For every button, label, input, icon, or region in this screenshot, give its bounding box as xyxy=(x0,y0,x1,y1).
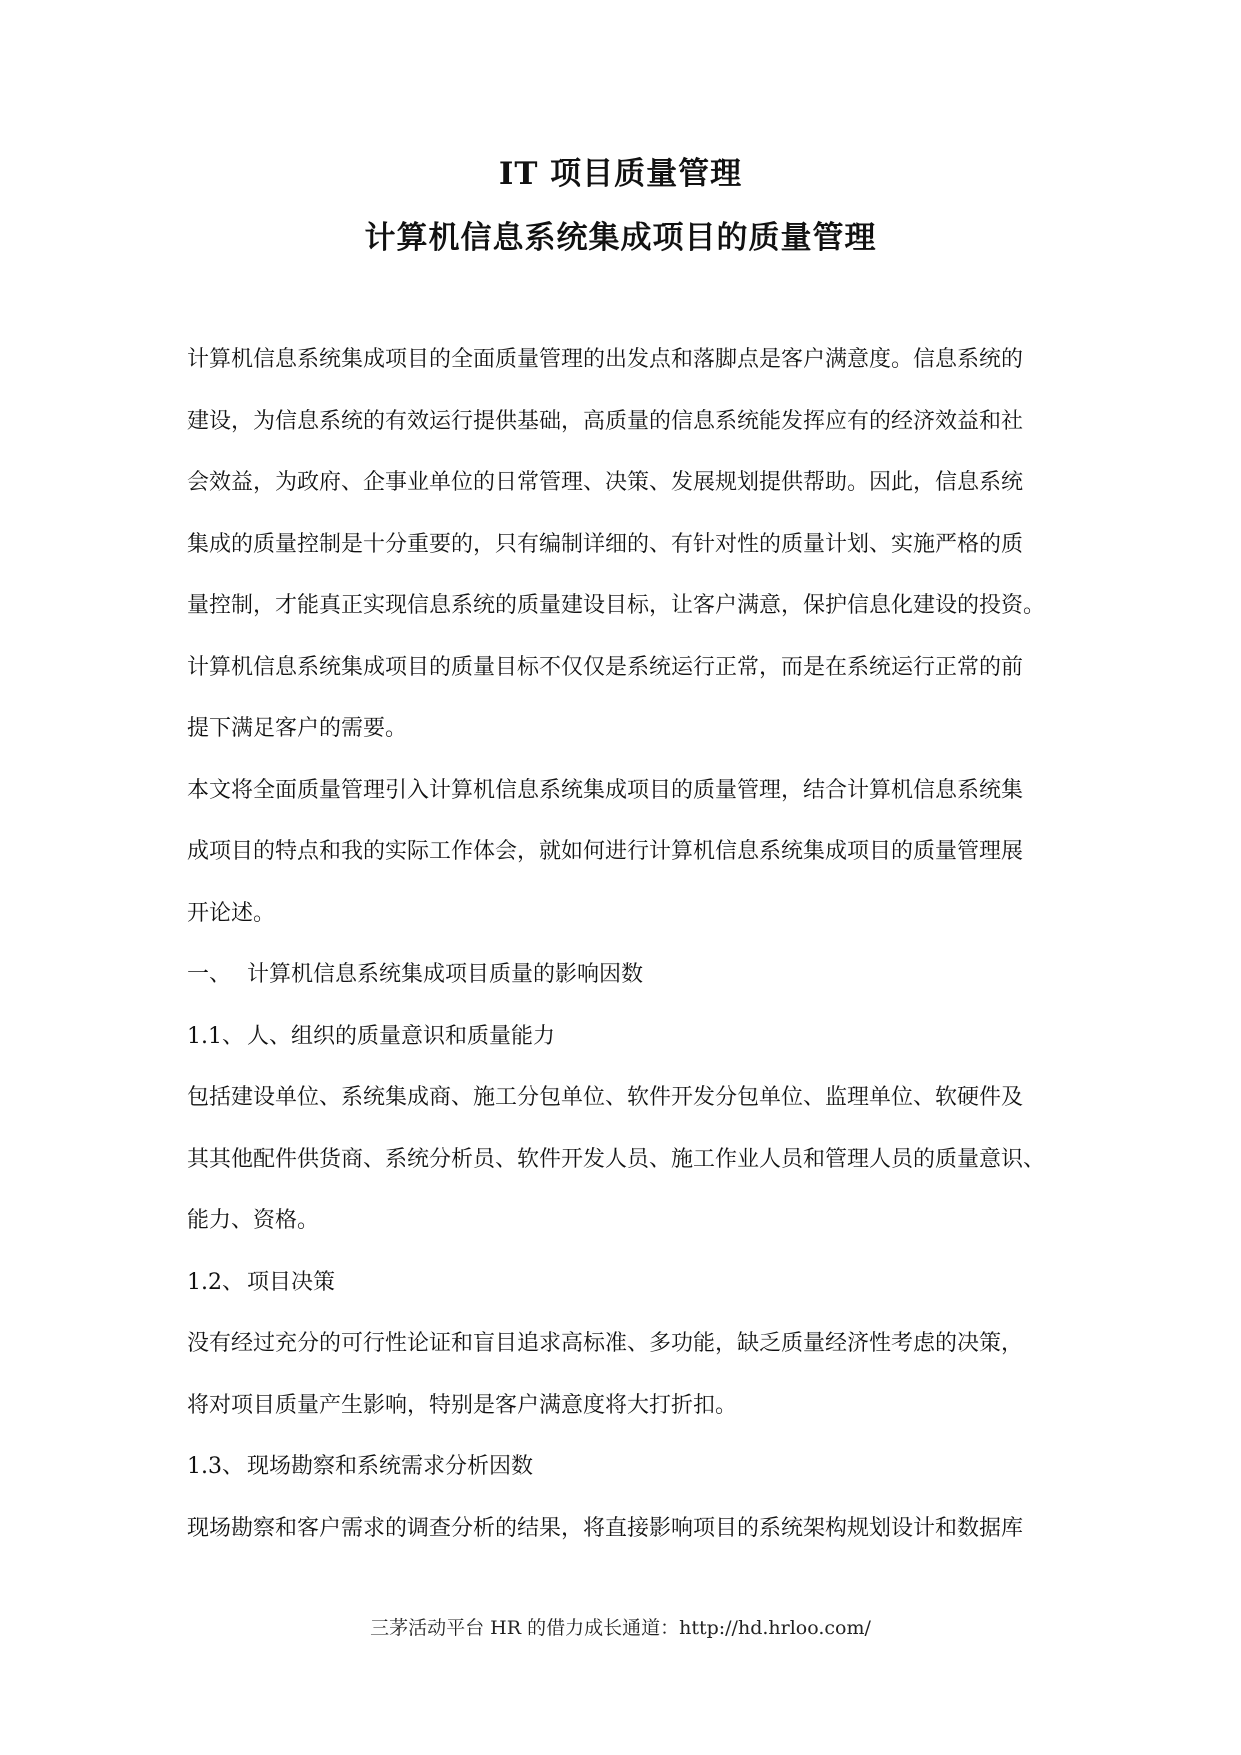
subsection-number: 1.3、 xyxy=(187,1454,244,1479)
paragraph-line: 开论述。 xyxy=(187,900,276,926)
page-footer: 三茅活动平台 HR 的借力成长通道：http://hd.hrloo.com/ xyxy=(370,1617,871,1639)
subsection-heading xyxy=(187,1265,1147,1327)
subsection-number: 1.1、 xyxy=(187,1023,244,1049)
subsection-number: 1.2、 xyxy=(187,1269,244,1295)
paragraph-line: 包括建设单位、系统集成商、施工分包单位、软件开发分包单位、监理单位、软硬件及 xyxy=(187,1085,1024,1110)
paragraph-line: 本文将全面质量管理引入计算机信息系统集成项目的质量管理，结合计算机信息系统集 xyxy=(187,777,1024,803)
subsection-heading-text: 项目决策 xyxy=(247,1269,336,1295)
paragraph-line: 会效益，为政府、企事业单位的日常管理、决策、发展规划提供帮助。因此，信息系统 xyxy=(187,470,1024,495)
paragraph-line: 其其他配件供货商、系统分析员、软件开发人员、施工作业人员和管理人员的质量意识、 xyxy=(187,1146,1046,1172)
section-heading-text: 计算机信息系统集成项目质量的影响因数 xyxy=(247,962,644,987)
paragraph-line: 提下满足客户的需要。 xyxy=(187,716,408,741)
paragraph-line: 能力、资格。 xyxy=(187,1208,320,1233)
document-body xyxy=(187,342,1147,1572)
document-title: IT 项目质量管理 xyxy=(498,156,743,192)
section-heading xyxy=(187,957,1147,1019)
paragraph-line: 量控制，才能真正实现信息系统的质量建设目标，让客户满意，保护信息化建设的投资。 xyxy=(187,593,1046,618)
paragraph-line: 计算机信息系统集成项目的质量目标不仅仅是系统运行正常，而是在系统运行正常的前 xyxy=(187,654,1024,680)
paragraph-line: 建设，为信息系统的有效运行提供基础，高质量的信息系统能发挥应有的经济效益和社 xyxy=(187,408,1024,434)
section-number: 一、 xyxy=(187,962,232,987)
subsection-heading-text: 人、组织的质量意识和质量能力 xyxy=(247,1023,556,1049)
document-subtitle: 计算机信息系统集成项目的质量管理 xyxy=(364,220,877,256)
subsection-heading xyxy=(187,1019,1147,1081)
paragraph-line: 将对项目质量产生影响，特别是客户满意度将大打折扣。 xyxy=(187,1392,738,1418)
paragraph-line: 成项目的特点和我的实际工作体会，就如何进行计算机信息系统集成项目的质量管理展 xyxy=(187,839,1024,864)
paragraph-line: 计算机信息系统集成项目的全面质量管理的出发点和落脚点是客户满意度。信息系统的 xyxy=(187,347,1024,372)
subsection-heading-text: 现场勘察和系统需求分析因数 xyxy=(247,1454,534,1479)
subsection-heading xyxy=(187,1449,1147,1511)
paragraph-line: 没有经过充分的可行性论证和盲目追求高标准、多功能，缺乏质量经济性考虑的决策， xyxy=(187,1331,1024,1356)
paragraph-line: 集成的质量控制是十分重要的，只有编制详细的、有针对性的质量计划、实施严格的质 xyxy=(187,531,1024,557)
paragraph-line: 现场勘察和客户需求的调查分析的结果，将直接影响项目的系统架构规划设计和数据库 xyxy=(187,1515,1024,1541)
